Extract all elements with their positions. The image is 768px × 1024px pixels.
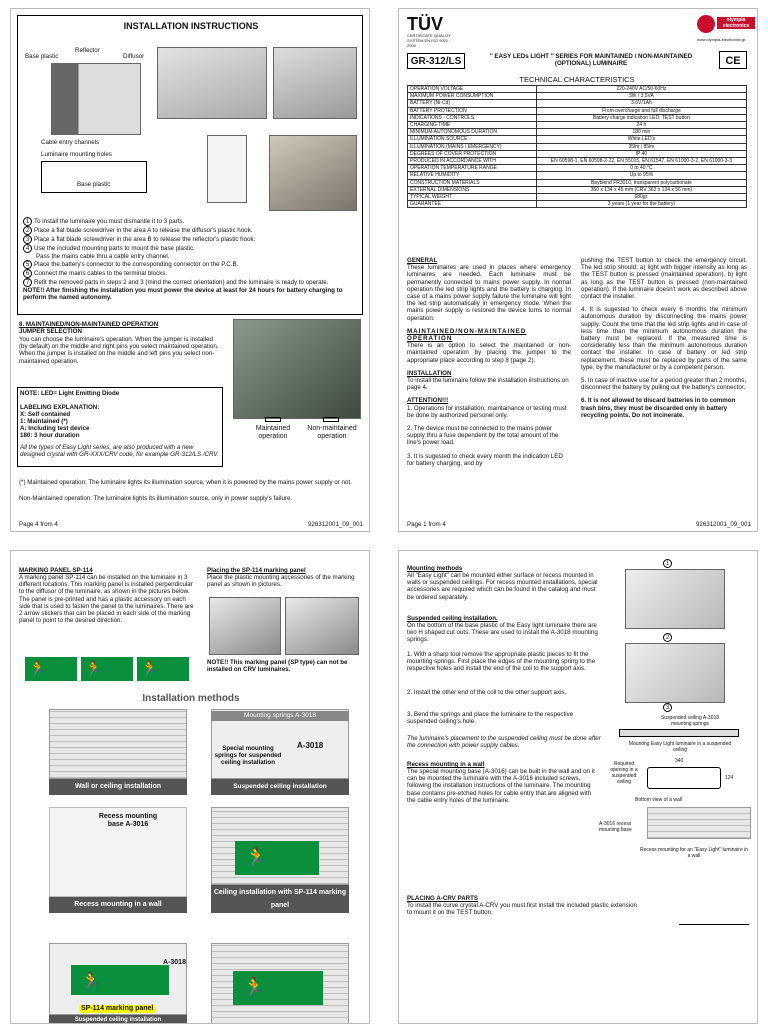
crv-title: PLACING A-CRV PARTS [407, 895, 479, 902]
suspended-ceiling-diagram [619, 729, 739, 737]
spec-value: 3W / 3.5VA [536, 93, 746, 100]
label-cable-entry: Cable entry channels [41, 139, 100, 146]
susp-step-2: 2. Install the other end of the coil to the other support axis. [407, 689, 567, 696]
jumper-nonmaintained-icon [323, 417, 339, 422]
label-a3018-b: A-3018 [163, 959, 186, 966]
step-7: 7 Refit the removed parts in steps 2 and 3 (mind the correct orientation) and the luminaire is ready to operate. [23, 278, 359, 287]
series-title: '' EASY LEDs LIGHT '' SERIES FOR MAINTAINED / NON-MAINTAINED (OPTIONAL) LUMINAIRE [489, 53, 693, 68]
spec-value: 3.6V/1Ah [536, 100, 746, 107]
install-title: INSTALLATION [407, 369, 452, 377]
spec-label: OPERATION TEMPERATURE RANGE [408, 165, 537, 172]
fig-number-2: 2 [663, 633, 674, 642]
susp-text: On the bottom of the base plastic of the Easy light luminaire there are two H shaped cut outs. These are used to install the A-3018 mounting springs. [407, 622, 598, 644]
bottom-sign [71, 965, 169, 995]
spec-label: RELATIVE HUMIDITY [408, 172, 537, 179]
placing-photo-1 [209, 597, 281, 655]
label-base-plastic: Base plastic [25, 53, 59, 60]
page-title: INSTALLATION INSTRUCTIONS [123, 21, 259, 31]
placing-title: Placing the SP-114 marking panel [207, 567, 306, 574]
spec-value: Up to 95% [536, 172, 746, 179]
spec-value: 220-240V AC/50-60Hz [536, 86, 746, 93]
jumper-maintained-icon [265, 417, 281, 422]
spec-value: 350 x 134 x 45 mm (CRV 362 x 134 x 56 mm) [536, 186, 746, 193]
page-2 [10, 550, 370, 1024]
steps-list [23, 217, 359, 302]
spec-value: White LED's [536, 136, 746, 143]
caption-wall-ceiling: Wall or ceiling installation [49, 779, 187, 795]
spec-value: Bayblend FR3010, transparent polycarbonate [536, 179, 746, 186]
step-4b: Pass the mains cable thru a cable entry channel. [36, 253, 170, 260]
running-man-icon: 🏃 [85, 660, 103, 676]
spec-label: DEGREES OF COVER PROTECTION [408, 150, 537, 157]
attention-title: ATTENTION!!! [407, 397, 449, 405]
sign-sample-1 [25, 657, 77, 681]
footer-right: 926312001_09_001 [695, 521, 751, 528]
step-3: 3 Place a flat blade screwdriver in the area B to release the reflector's plastic hook. [23, 235, 359, 244]
dim-124: 124 [725, 775, 734, 781]
step-3-photo [273, 47, 357, 119]
spec-row [408, 172, 747, 179]
caption-suspended: Suspended ceiling installation [211, 779, 349, 795]
spec-row [408, 194, 747, 201]
running-man-icon: 🏃 [243, 977, 266, 997]
sp114-sign [235, 841, 319, 875]
spec-row [408, 100, 747, 107]
labeling-x: X: Self contained [20, 411, 71, 418]
crv-diagram [679, 875, 749, 925]
required-opening-rect [647, 767, 721, 789]
attention-1: 1. Operations for installation, maintainance or testing must be done by authorized personel only. [407, 404, 567, 419]
model-box [407, 53, 465, 69]
susp-step-1: 1. With a sharp tool remove the appropriate plastic pieces to fit the mounting springs. First place the edges of the mounting spring to the respective holes and install the end of the coil to the support axis. [407, 651, 596, 673]
footer-right: 926312001_09_001 [307, 521, 363, 528]
step-2: 2 Place a flat blade screwdriver in the area A to release the diffusor's plastic hook. [23, 226, 359, 235]
tuv-logo: TÜV [407, 14, 443, 34]
label-susp-springs: Suspended ceiling A-3018 mounting springs [660, 715, 720, 727]
right-text-4: 4. It is sugested to check every 6 months the minimum autonomous duration by disconnecting the mains power supply. Count the time that the led strip lights and in case of less time than the minimum autonomous duration the battery must be replaced. If the measured time is considerably less than the minimum autonomous duration contact the installer. In case of battery or led strip replacement, these must be replaced by parts of the same type, by the manufacturer or by a competent person. [581, 306, 747, 371]
labeling-1: 1: Maintained (*) [20, 418, 68, 425]
spec-label: BATTERY PROTECTION [408, 107, 537, 114]
sign-sample-3 [137, 657, 189, 681]
susp-italic: The luminaire's placement to the suspended ceiling must be done after the connection with power supply cables. [407, 735, 601, 750]
running-man-icon: 🏃 [245, 847, 268, 867]
mounting-title: Mounting methods [407, 565, 463, 572]
labeling-box [17, 387, 223, 467]
bottom-wall-sign [233, 971, 323, 1005]
maintained-label: Maintained operation [255, 425, 291, 440]
label-mounting-springs: Mounting springs A-3018 [211, 711, 349, 721]
spec-label: INDICATIONS - CONTROLS [408, 114, 537, 121]
spec-label: OPERATION VOLTAGE [408, 86, 537, 93]
caption-sp114-ceiling: Ceiling installation with SP-114 marking panel [211, 885, 349, 913]
spec-label: MINIMUM AUTONOMOUS DURATION [408, 129, 537, 136]
attention-3: 3. It is sugested to check every month the indication LED for battery charging, and by [407, 452, 563, 467]
spec-value: 0 to 40 °C [536, 165, 746, 172]
fig-number-3: 3 [663, 703, 674, 712]
ce-mark: CE [719, 51, 747, 69]
spec-row [408, 201, 747, 208]
label-base-plastic-2: Base plastic [77, 181, 111, 188]
model-number: GR-312/LS [410, 56, 462, 67]
running-man-icon: 🏃 [141, 660, 159, 676]
sp114-label: SP-114 marking panel [81, 1005, 154, 1012]
brand-name: olympia electronics [717, 17, 755, 29]
labeling-a: A: Including test device [20, 425, 90, 432]
spec-label: CONSTRUCTION MATERIALS [408, 179, 537, 186]
footer-left: Page 1 from 4 [407, 521, 446, 528]
crv-italic-text: All the types of Easy Light series, are also produced with a new designed crystal with GR-XXX/CRV code, for example GR-312/LS /CRV. [20, 444, 219, 459]
label-mounting-holes: Luminaire mounting holes [41, 151, 112, 158]
right-text-1: pushing the TEST button to check the emergency circuit. The led strip should: a) light with bigger intensity as long as the TEST button is pressed (maintained operation), b) light as long as the TEST button is pressed (non-maintained operation). If the luminaire doesn't work as described above contact the installer. [581, 257, 747, 301]
general-text: These luminaires are used in places where emergency luminaires are needed. Each luminaire must be permanently connected to mains power supply. In normal operation the led strip lights and the battery is charging. In case of a mains power supply failure the luminaire will light the led strip automatically in emergency mode. When the mains power supply is restored the device turns to normal operation. [407, 264, 571, 322]
spec-value: 180 min [536, 129, 746, 136]
spec-value: EN 60598-1, EN 60598-2-22, EN 55015, EN 61547, EN 61000-3-2, EN 61000-3-3 [536, 158, 746, 165]
spec-row [408, 86, 747, 93]
wall-recess-diagram [647, 807, 751, 839]
recess-title: Recess mounting in a wall [407, 761, 485, 768]
spec-row [408, 93, 747, 100]
brand-logo-icon [697, 15, 715, 33]
spec-row [408, 114, 747, 121]
mnm-text: There is an option to select the maintained or non-maintained operation by placing the jumper to the appropriate place according to step 8 (page 2). [407, 342, 571, 364]
specs-table [407, 85, 747, 208]
spec-label: BATTERY (Ni-Cd) [408, 100, 537, 107]
label-a3016: A-3016 recess mounting base [599, 821, 632, 833]
spec-row [408, 143, 747, 150]
labeling-180: 180: 3 hour duration [20, 432, 80, 439]
marking-title: MARKING PANEL SP-114 [19, 567, 93, 574]
right-column [581, 257, 747, 419]
step-2-photo [157, 47, 267, 119]
spec-row [408, 107, 747, 114]
mnm-title: MAINTAINED/NON-MAINTAINED OPERATION [407, 327, 527, 343]
step-1: 1 To install the luminaire you must dismantle it to 3 parts. [23, 217, 359, 226]
running-man-icon: 🏃 [29, 660, 47, 676]
brand-url: www.olympia-electronics.gr [697, 37, 746, 42]
note-crv: NOTE!! This marking panel (SP type) can not be installed on CRV luminaires. [207, 659, 348, 674]
marking-text: A marking panel SP-114 can be installed on the luminaire in 3 different locations. This marking panel is installed perpendicular to the diffusor of the luminaire, as shown in the pictures below. The panel is pre-printed and has a plastic accessory on each side that is used to fasten the panel to the luminaires. There are 2 arrow stickers that can be placed in each side of the marking panel to point to the desired direction. [19, 574, 194, 625]
step-5: 5 Place the battery's connector to the corresponding connector on the P.C.B. [23, 260, 359, 269]
running-man-icon: 🏃 [81, 973, 101, 990]
label-recess-luminaire: Recess mounting for an "Easy Light" luminaire in a wall [639, 847, 749, 859]
label-diffusor: Diffusor [123, 53, 145, 60]
spec-value: 3 years (1 year for the battery) [536, 201, 746, 208]
spec-label: EXTERNAL DIMENSIONS [408, 186, 537, 193]
footer-left: Page 4 from 4 [19, 521, 58, 528]
section-8-title: 8. MAINTAINED/NON-MAINTAINED OPERATION [19, 321, 159, 328]
label-mounting-luminaire: Mounting Easy Light luminaire in a suspended ceiling [628, 741, 732, 753]
step-5-illustration [207, 135, 247, 203]
susp-step-3: 3. Bend the springs and place the luminaire to the respective suspended ceiling's hole. [407, 711, 574, 726]
page-4 [10, 8, 370, 532]
methods-title: Installation methods [142, 693, 240, 704]
tech-title: TECHNICAL CHARACTERISTICS [519, 75, 635, 84]
luminaire-exploded-illustration [51, 63, 141, 135]
label-reflector: Reflector [75, 47, 100, 54]
jumper-title: JUMPER SELECTION [19, 328, 82, 335]
spec-row [408, 158, 747, 165]
right-text-5: 5. In case of inactive use for a period greater than 2 months, disconnect the battery by pulling out the battery's connector. [581, 377, 747, 392]
spec-value: From overcharge and full discharge [536, 107, 746, 114]
footnote-nonmaintained: Non-Maintained operation: The luminaire lights its illumination source, only in power supply's failure. [19, 495, 293, 502]
spec-label: ILLUMINATION (MAINS / EMERGENCY) [408, 143, 537, 150]
right-text-6: 6. It is not allowed to discard batteries in to common trash bins, they must be discarded only in battery recycling points. Do not incinerate. [581, 397, 736, 419]
spring-photo-1 [625, 569, 725, 629]
spec-row [408, 122, 747, 129]
spec-value: 680gr. [536, 194, 746, 201]
install-text: To install the luminaire follow the installation instructions on page 4. [407, 377, 569, 392]
spec-label: GUARANTEE [408, 201, 537, 208]
fig-number-1: 1 [663, 559, 674, 568]
general-title: GENERAL [407, 257, 438, 264]
left-column [407, 257, 571, 467]
spec-row [408, 179, 747, 186]
tuv-subtitle: CERTIFICATE QUALITY SYSTEM EN ISO 9001 : 2000 [407, 33, 452, 48]
spec-value: 24 h [536, 122, 746, 129]
pcb-photo [233, 319, 361, 419]
recess-text: The special mounting base (A-3016) can be built in the wall and on it can be mounted the luminaire with the A-3016 included screws, following the installation instructions of the luminaire. The mounting base contains pre-etched holes for cable entry that are aligned with the cable entry holes of the luminaire. [407, 768, 595, 804]
label-bottom-view: Bottom view of a wall [635, 797, 682, 803]
spec-value: Battery charge indication LED, TEST button [536, 114, 746, 121]
crv-text: To install the curve crystal A-CRV you must first install the included plastic extension to mount it on the TEST button. [407, 902, 637, 917]
labeling-title: LABELING EXPLANATION: [20, 404, 100, 411]
spec-label: ILLUMINATION SOURCE [408, 136, 537, 143]
nonmaintained-label: Non-maintained operation [307, 425, 357, 440]
spec-row [408, 186, 747, 193]
placing-text: Place the plastic mounting accessories of the marking panel as shown in pictures. [207, 574, 355, 589]
spec-value: 35lm / 85lm [536, 143, 746, 150]
step-6-photo [269, 135, 357, 211]
spec-label: TYPICAL WEIGHT [408, 194, 537, 201]
page-1 [398, 8, 758, 532]
sign-sample-2 [81, 657, 133, 681]
wall-ceiling-illustration [49, 709, 187, 779]
spec-label: PRODUCED IN ACCORDANCE WITH [408, 158, 537, 165]
spec-row [408, 165, 747, 172]
caption-bottom: Suspended ceiling installation [49, 1015, 187, 1024]
spring-photo-2 [625, 643, 725, 703]
caption-recess: Recess mounting in a wall [49, 897, 187, 913]
label-recess-base: Recess mounting base A-3016 [98, 813, 158, 828]
attention-2: 2. The device must be connected to the mains power supply thru a fuse dependent by the total amount of the line's power load. [407, 425, 559, 447]
footnote-maintained: (*) Maintained operation: The luminaire lights its illumination source, when it is powered by the mains power supply or not. [19, 479, 352, 486]
page-3 [398, 550, 758, 1024]
charging-note: NOTE!! After finishing the installation you must power the device at least for 24 hours for battery charging to perform the named autonomy. [23, 287, 343, 302]
susp-title: Suspended ceiling installation. [407, 615, 498, 622]
jumper-text: You can choose the luminaire's operation. When the jumper is installed (by default) on the middle and right pins you select maintained operation. When the jumper is installed on the middle and left pins you select non-maintained operation. [19, 336, 219, 365]
note-led: NOTE: LED= Light Emitting Diode [20, 390, 120, 397]
spec-label: MAXIMUM POWER CONSUMPTION [408, 93, 537, 100]
spec-row [408, 136, 747, 143]
spec-row [408, 150, 747, 157]
label-special-springs: Special mounting springs for suspended ceiling installation [214, 745, 282, 767]
spec-row [408, 129, 747, 136]
spec-label: CHARGING TIME [408, 122, 537, 129]
placing-photo-2 [285, 597, 359, 655]
mounting-text: All "Easy Light" can be mounted either surface or recess mounted in walls or suspended ceilings. For recess mounted installations, special accessories are required which can be found in the catalog and must be ordered separately. [407, 572, 598, 601]
step-6: 6 Connect the mains cables to the terminal blocks. [23, 269, 359, 278]
spec-value: IP 40 [536, 150, 746, 157]
dim-340: 340 [675, 758, 684, 764]
step-4: 4 Use the included mounting parts to mount the base plastic. [23, 244, 359, 253]
label-required-opening: Required opening in a suspended ceiling [610, 761, 638, 785]
label-a3018: A-3018 [297, 741, 324, 750]
